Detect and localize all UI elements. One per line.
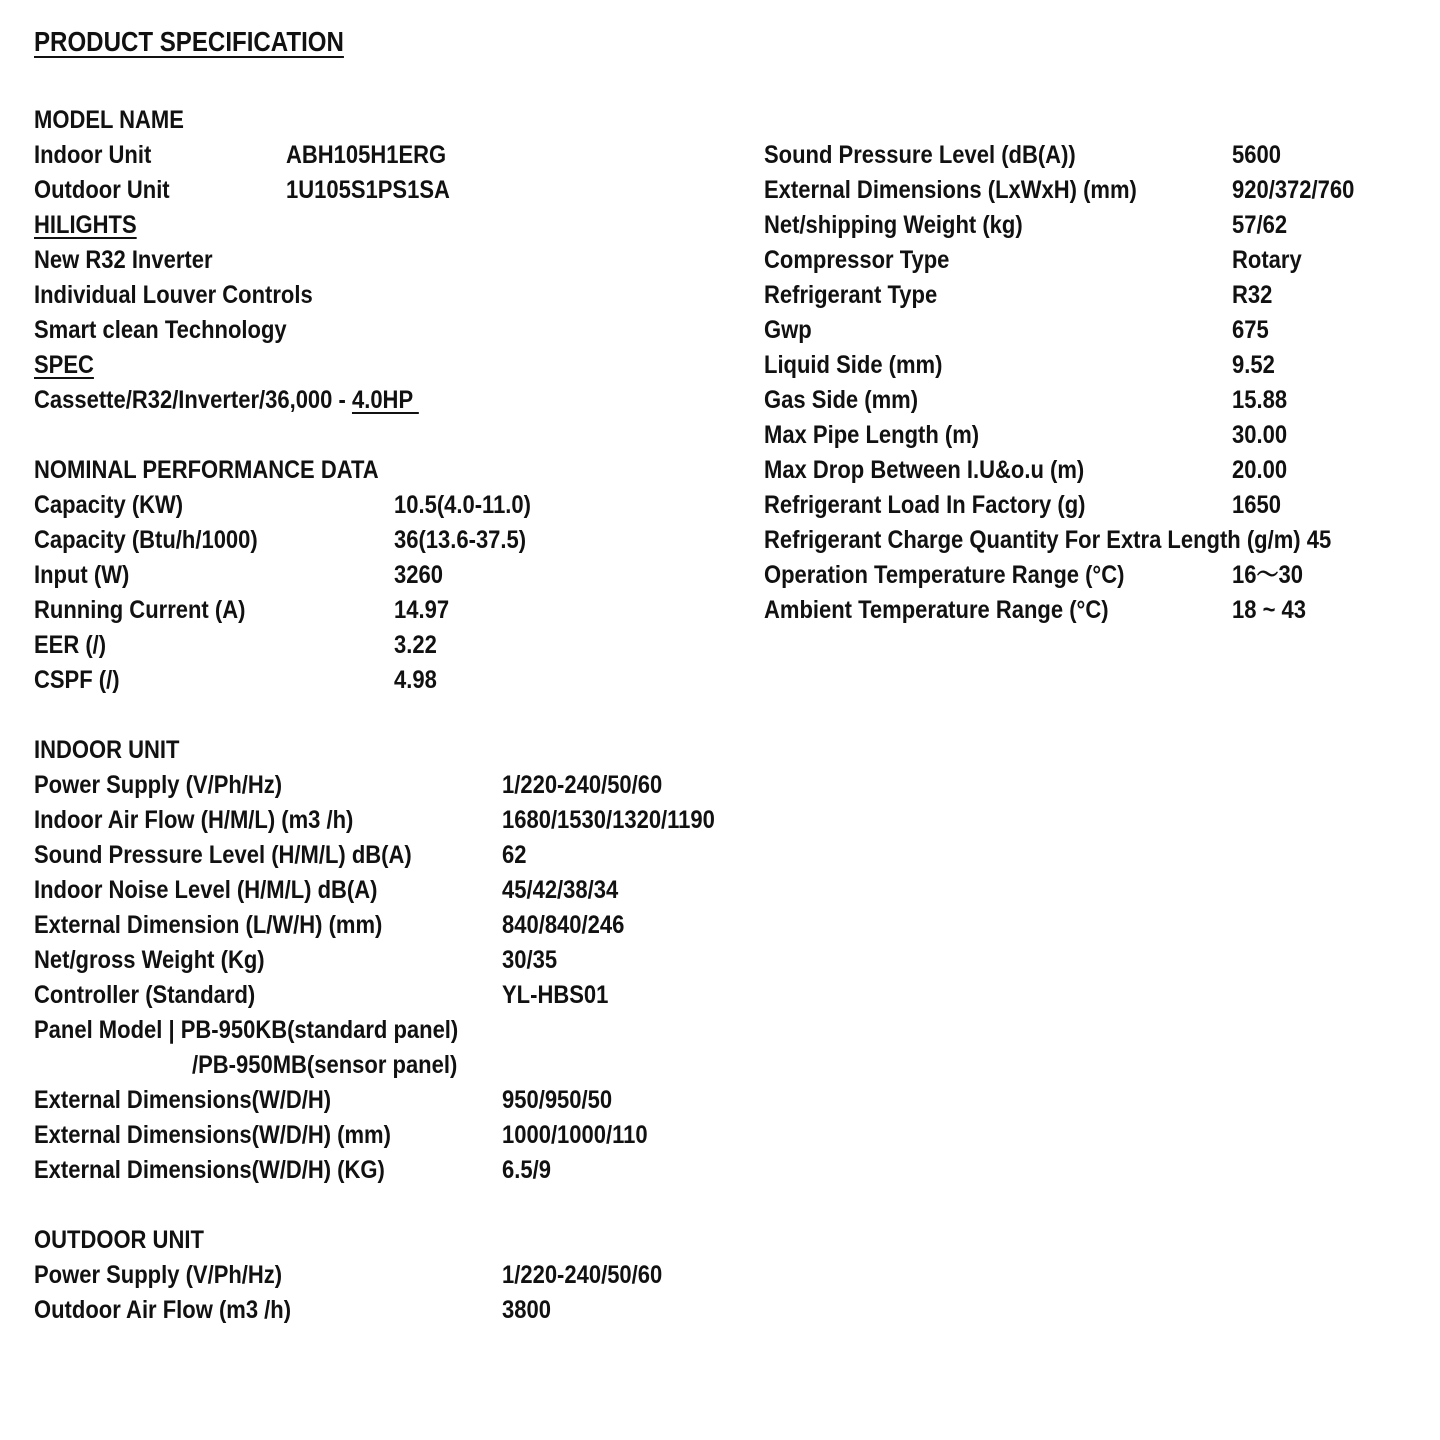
spec-row: EER (/) 3.22 — [34, 631, 437, 659]
spec-row: Capacity (Btu/h/1000) 36(13.6-37.5) — [34, 526, 527, 554]
spec-row: Net/shipping Weight (kg) 57/62 — [764, 211, 1288, 239]
spec-row: Power Supply (V/Ph/Hz) 1/220-240/50/60 — [34, 771, 663, 799]
indoor-heading: INDOOR UNIT — [34, 736, 180, 764]
highlight-item: Individual Louver Controls — [34, 281, 313, 309]
model-indoor-label: Indoor Unit — [34, 141, 152, 169]
nominal-heading: NOMINAL PERFORMANCE DATA — [34, 456, 379, 484]
spec-row: Max Pipe Length (m) 30.00 — [764, 421, 1288, 449]
spec-row: External Dimensions(W/D/H) (mm) 1000/1000/110 — [34, 1121, 648, 1149]
spec-row: Power Supply (V/Ph/Hz) 1/220-240/50/60 — [34, 1261, 663, 1289]
model-indoor-value: ABH105H1ERG — [286, 141, 447, 169]
model-outdoor-value: 1U105S1PS1SA — [286, 176, 450, 204]
spec-hp: 4.0HP — [351, 386, 419, 414]
page-title: PRODUCT SPECIFICATION — [34, 26, 344, 57]
spec-row: Net/gross Weight (Kg) 30/35 — [34, 946, 558, 974]
spec-row: Capacity (KW) 10.5(4.0-11.0) — [34, 491, 531, 519]
spec-row: External Dimensions (LxWxH) (mm) 920/372/760 — [764, 176, 1355, 204]
outdoor-heading: OUTDOOR UNIT — [34, 1226, 204, 1254]
spec-row: External Dimension (L/W/H) (mm) 840/840/246 — [34, 911, 625, 939]
model-outdoor-label: Outdoor Unit — [34, 176, 170, 204]
spec-row: Ambient Temperature Range (°C) 18 ~ 43 — [764, 596, 1307, 624]
spec-row: External Dimensions(W/D/H) 950/950/50 — [34, 1086, 613, 1114]
spec-row: Running Current (A) 14.97 — [34, 596, 450, 624]
panel-model-line-2: /PB-950MB(sensor panel) — [192, 1051, 458, 1079]
right-column — [764, 138, 1434, 628]
spec-heading: SPEC — [34, 351, 94, 379]
extra-charge-row: Refrigerant Charge Quantity For Extra Length (g/m) 45 — [764, 526, 1332, 554]
model-outdoor-row — [34, 173, 754, 208]
spec-row: Refrigerant Load In Factory (g) 1650 — [764, 491, 1281, 519]
left-column — [34, 103, 754, 1328]
spec-row: Indoor Noise Level (H/M/L) dB(A) 45/42/38/34 — [34, 876, 619, 904]
spec-text: Cassette/R32/Inverter/36,000 - 4.0HP — [34, 386, 419, 414]
spec-row: Gwp 675 — [764, 316, 1269, 344]
spec-row: Compressor Type Rotary — [764, 246, 1302, 274]
spec-row: Input (W) 3260 — [34, 561, 443, 589]
spec-row: External Dimensions(W/D/H) (KG) 6.5/9 — [34, 1156, 551, 1184]
spec-row: CSPF (/) 4.98 — [34, 666, 437, 694]
spec-row: Refrigerant Type R32 — [764, 281, 1273, 309]
spec-row: Gas Side (mm) 15.88 — [764, 386, 1288, 414]
model-indoor-row — [34, 138, 754, 173]
spec-row: Operation Temperature Range (°C) 16〜30 — [764, 561, 1303, 589]
spec-row: Indoor Air Flow (H/M/L) (m3 /h) 1680/1530/1320/1190 — [34, 806, 715, 834]
spec-row: Max Drop Between I.U&o.u (m) 20.00 — [764, 456, 1288, 484]
spec-row: Outdoor Air Flow (m3 /h) 3800 — [34, 1296, 551, 1324]
highlights-heading: HILIGHTS — [34, 211, 137, 239]
spec-row: Sound Pressure Level (H/M/L) dB(A) 62 — [34, 841, 527, 869]
model-heading: MODEL NAME — [34, 106, 184, 134]
spec-row: Liquid Side (mm) 9.52 — [764, 351, 1275, 379]
panel-model-line: Panel Model | PB-950KB(standard panel) — [34, 1016, 459, 1044]
spec-row: Controller (Standard) YL-HBS01 — [34, 981, 609, 1009]
highlight-item: New R32 Inverter — [34, 246, 213, 274]
spec-row: Sound Pressure Level (dB(A)) 5600 — [764, 141, 1281, 169]
highlight-item: Smart clean Technology — [34, 316, 287, 344]
